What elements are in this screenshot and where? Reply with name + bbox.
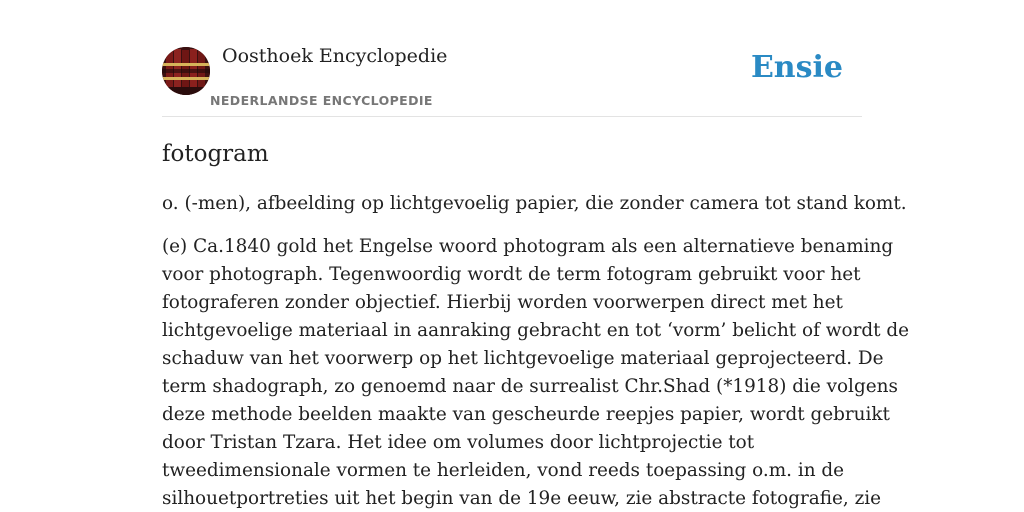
entry-body-line: fotograferen zonder objectief. Hierbij worden voorwerpen direct met het <box>162 292 843 313</box>
brand-logo-link[interactable]: Ensie <box>750 50 843 85</box>
site-header <box>162 0 862 117</box>
entry-body-line: lichtgevoelige materiaal in aanraking gebracht en tot ‘vorm’ belicht of wordt de <box>162 320 910 341</box>
entry-body-line: deze methode beelden maakte van gescheurde reepjes papier, wordt gebruikt <box>162 404 890 425</box>
entry-body-line: voor photograph. Tegenwoordig wordt de term fotogram gebruikt voor het <box>162 264 861 285</box>
entry-body <box>162 233 910 512</box>
entry-body-line: door Tristan Tzara. Het idee om volumes door lichtprojectie tot <box>162 432 755 453</box>
entry-body-line: (e) Ca.1840 gold het Engelse woord photogram als een alternatieve benaming <box>162 236 894 257</box>
entry-definition: o. (-men), afbeelding op lichtgevoelig papier, die zonder camera tot stand komt. <box>162 193 907 214</box>
entry-body-line: tweedimensionale vormen te herleiden, vond reeds toepassing o.m. in de <box>162 460 845 481</box>
entry-body-line: schaduw van het voorwerp op het lichtgevoelige materiaal geprojecteerd. De <box>162 348 884 369</box>
site-subtitle: NEDERLANDSE ENCYCLOPEDIE <box>210 93 433 108</box>
entry-body-line: term shadograph, zo genoemd naar de surrealist Chr.Shad (*1918) die volgens <box>162 376 898 397</box>
entry-article <box>162 140 910 512</box>
entry-title: fotogram <box>162 141 269 167</box>
site-title[interactable]: Oosthoek Encyclopedie <box>222 45 448 67</box>
encyclopedia-books-icon[interactable] <box>162 47 210 95</box>
entry-body-line: silhouetportreties uit het begin van de 19e eeuw, zie abstracte fotografie, zie <box>162 488 882 509</box>
